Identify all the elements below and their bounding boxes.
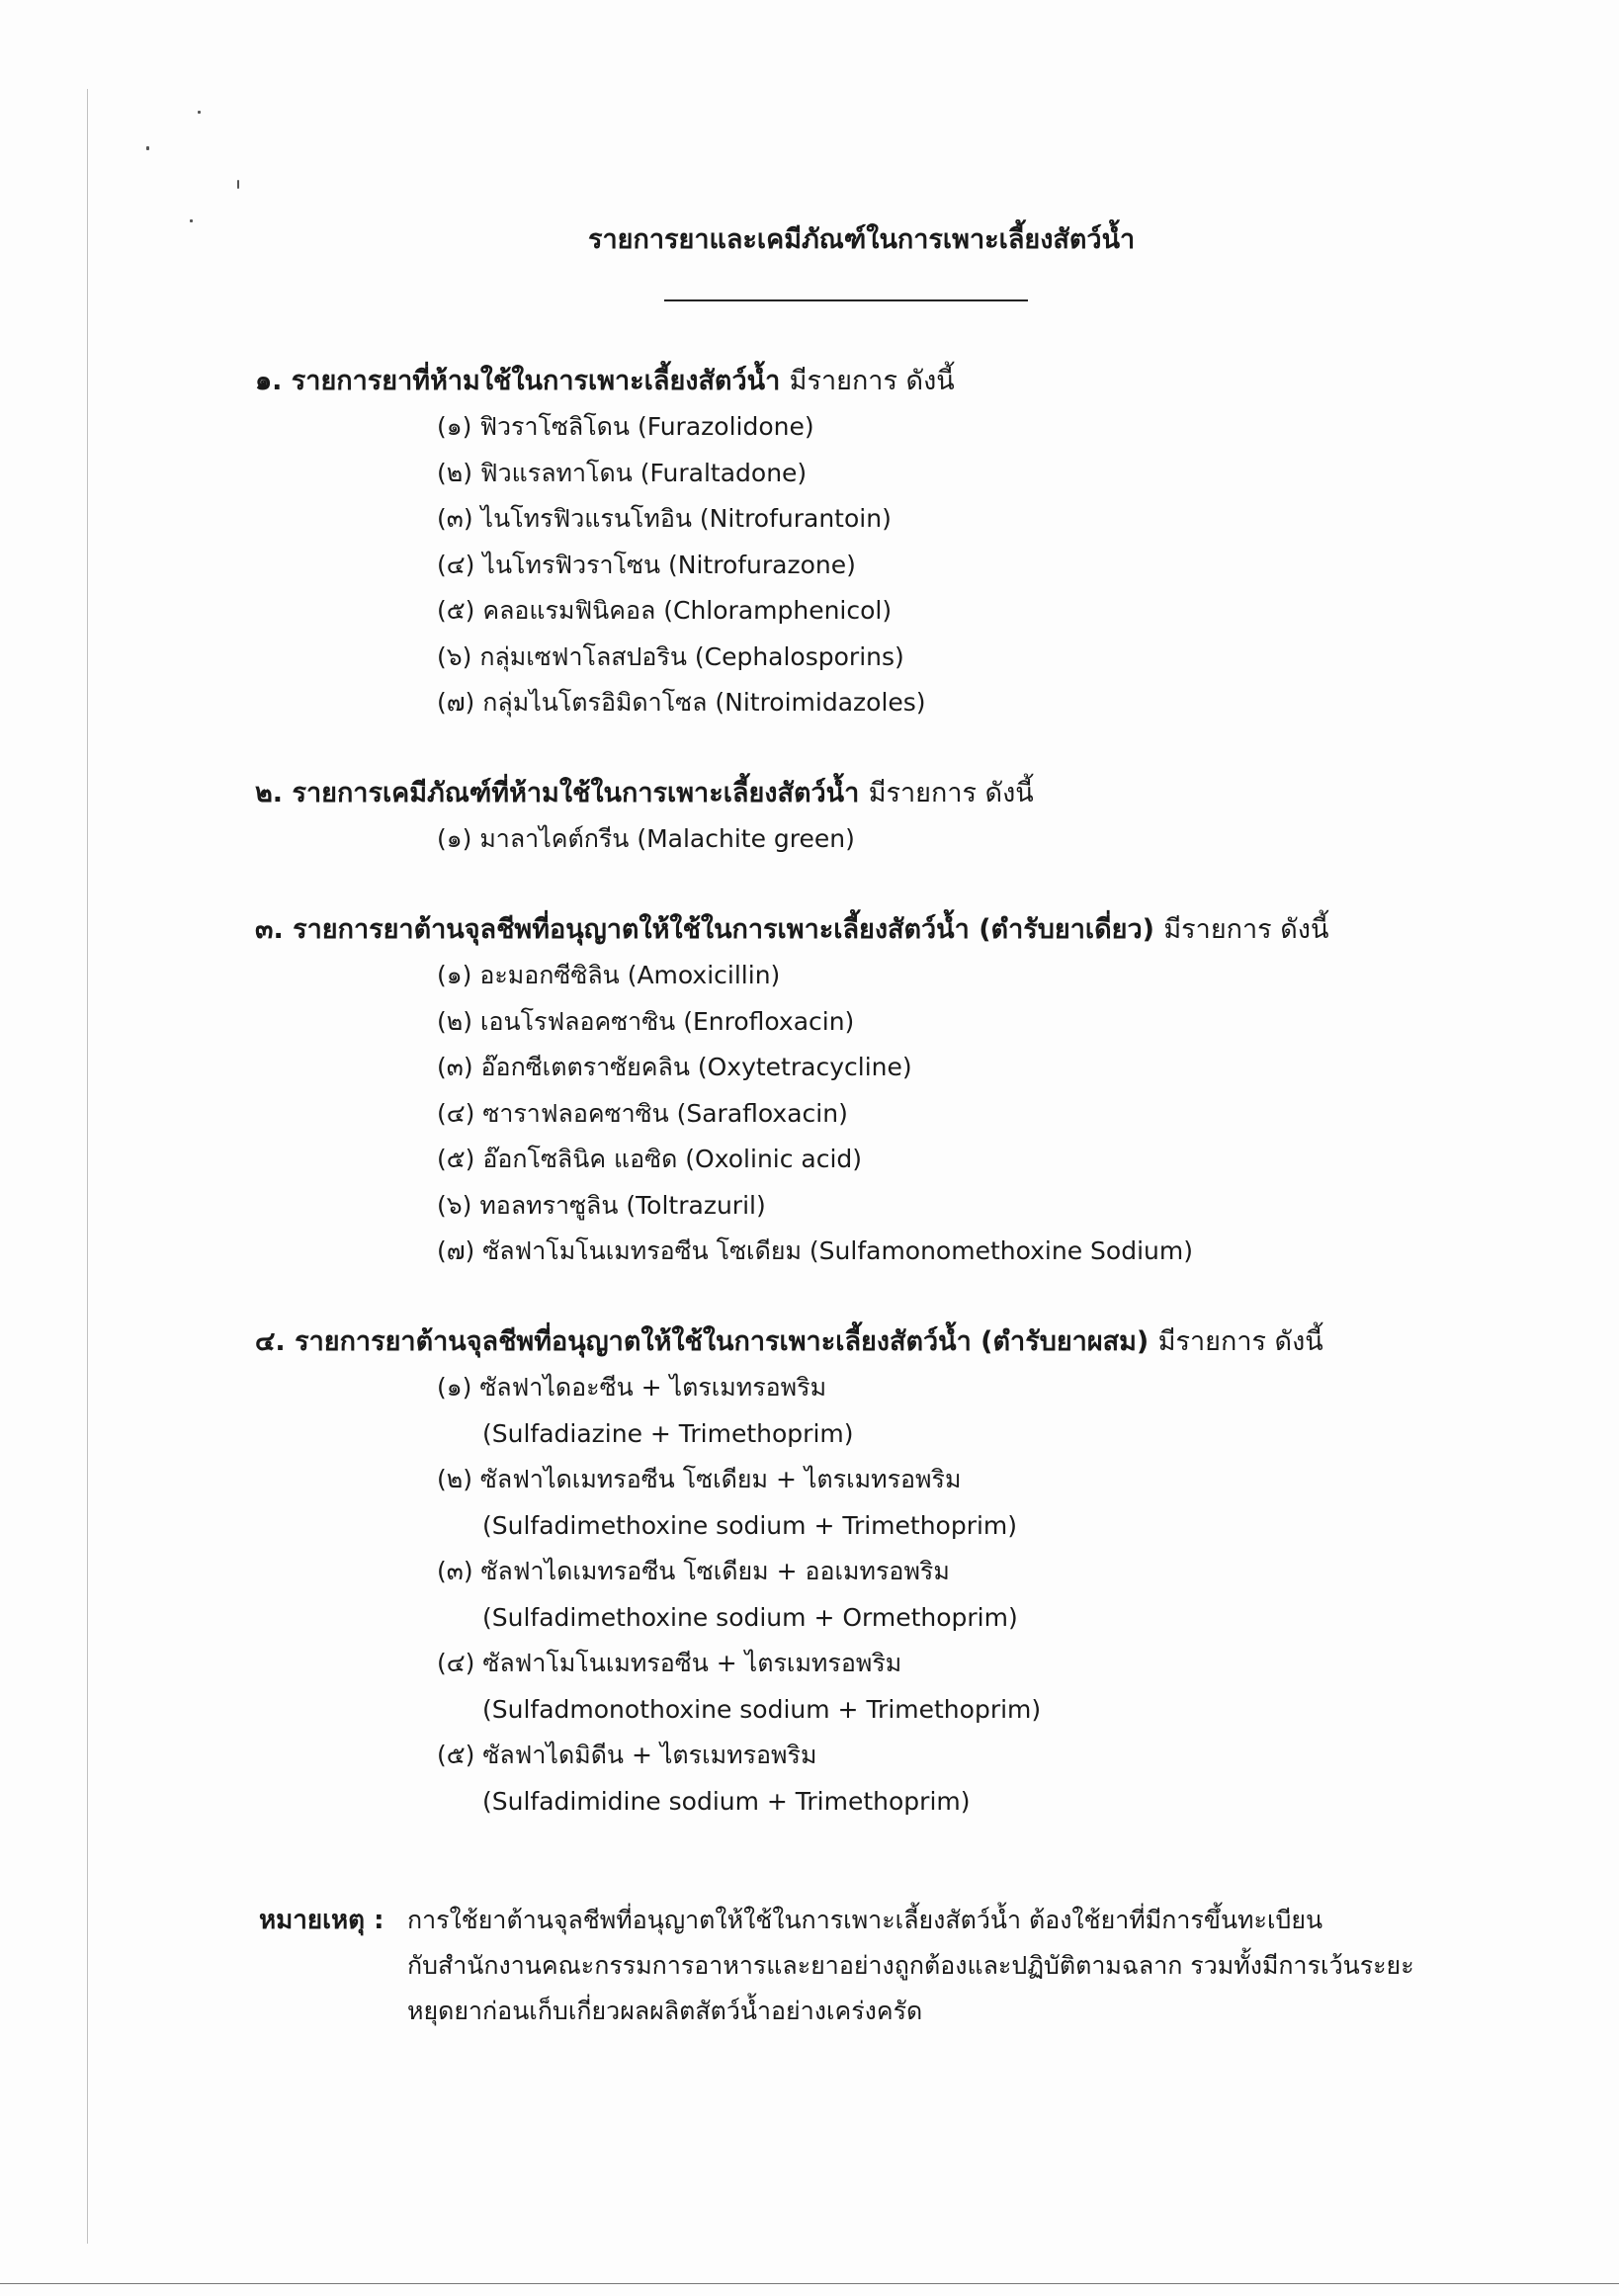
item-list <box>255 816 1481 863</box>
section-2 <box>255 770 1481 863</box>
scan-speck <box>198 111 201 114</box>
scan-speck <box>190 219 193 222</box>
section-heading-tail: มีรายการ ดังนี้ <box>868 778 1034 808</box>
list-item: (๔) ซัลฟาโมโนเมทรอซีน + ไตรเมทรอพริม <box>437 1649 902 1677</box>
section-4 <box>255 1318 1481 1825</box>
list-item: (๒) ซัลฟาไดเมทรอซีน โซเดียม + ไตรเมทรอพริม <box>437 1465 962 1493</box>
remark-line: การใช้ยาต้านจุลชีพที่อนุญาตให้ใช้ในการเพาะเลี้ยงสัตว์น้ำ ต้องใช้ยาที่มีการขึ้นทะเบียน <box>407 1906 1323 1934</box>
list-item-english: (Sulfadimidine sodium + Trimethoprim) <box>482 1786 971 1816</box>
title-underline <box>664 299 1028 301</box>
list-item: (๓) อ๊อกซีเตตราซัยคลิน (Oxytetracycline) <box>437 1053 912 1081</box>
section-heading <box>255 770 1481 816</box>
section-heading-text: ๓. รายการยาต้านจุลชีพที่อนุญาตให้ใช้ในการเพาะเลี้ยงสัตว์น้ำ (ตำรับยาเดี่ยว) <box>255 914 1154 945</box>
list-item-english: (Sulfadiazine + Trimethoprim) <box>482 1418 854 1448</box>
list-item: (๕) ซัลฟาไดมิดีน + ไตรเมทรอพริม <box>437 1741 817 1769</box>
list-item: (๓) ซัลฟาไดเมทรอซีน โซเดียม + ออเมทรอพริม <box>437 1557 950 1585</box>
list-item: (๖) กลุ่มเซฟาโลสปอริน (Cephalosporins) <box>437 641 904 671</box>
section-heading <box>255 906 1481 953</box>
list-item: (๕) คลอแรมฟินิคอล (Chloramphenicol) <box>437 596 893 625</box>
section-heading-tail: มีรายการ ดังนี้ <box>789 366 955 396</box>
list-item: (๑) อะมอกซีซิลิน (Amoxicillin) <box>437 961 781 989</box>
list-item: (๖) ทอลทราซูลิน (Toltrazuril) <box>437 1190 766 1220</box>
section-1 <box>255 358 1481 726</box>
item-list <box>255 1365 1481 1825</box>
item-list <box>255 404 1481 726</box>
scan-speck <box>237 180 239 189</box>
section-heading-text: ๒. รายการเคมีภัณฑ์ที่ห้ามใช้ในการเพาะเลี้ยงสัตว์น้ำ <box>255 778 860 808</box>
list-item: (๔) ไนโทรฟิวราโซน (Nitrofurazone) <box>437 550 856 579</box>
section-heading-text: ๔. รายการยาต้านจุลชีพที่อนุญาตให้ใช้ในการเพาะเลี้ยงสัตว์น้ำ (ตำรับยาผสม) <box>255 1326 1150 1357</box>
list-item: (๑) ซัลฟาไดอะซีน + ไตรเมทรอพริม <box>437 1373 827 1402</box>
scan-edge-left <box>87 89 88 2244</box>
remark-label: หมายเหตุ : <box>259 1906 384 1935</box>
list-item: (๑) ฟิวราโซลิโดน (Furazolidone) <box>437 412 814 441</box>
section-heading <box>255 358 1481 404</box>
section-heading-text: ๑. รายการยาที่ห้ามใช้ในการเพาะเลี้ยงสัตว์น้ำ <box>255 366 781 396</box>
remark-line: กับสำนักงานคณะกรรมการอาหารและยาอย่างถูกต้องและปฏิบัติตามฉลาก รวมทั้งมีการเว้นระยะ <box>407 1951 1414 1980</box>
list-item: (๒) ฟิวแรลทาโดน (Furaltadone) <box>437 458 808 487</box>
section-3 <box>255 906 1481 1275</box>
list-item-english: (Sulfadimethoxine sodium + Trimethoprim) <box>482 1510 1018 1540</box>
list-item: (๗) ซัลฟาโมโนเมทรอซีน โซเดียม (Sulfamonomethoxine Sodium) <box>437 1236 1193 1265</box>
list-item: (๗) กลุ่มไนโตรอิมิดาโซล (Nitroimidazoles) <box>437 688 926 717</box>
list-item: (๒) เอนโรฟลอคซาซิน (Enrofloxacin) <box>437 1006 855 1036</box>
list-item: (๑) มาลาไคต์กรีน (Malachite green) <box>437 824 855 853</box>
scan-edge-bottom <box>0 2283 1619 2284</box>
document-title: รายการยาและเคมีภัณฑ์ในการเพาะเลี้ยงสัตว์น้ำ <box>588 224 1136 255</box>
section-heading-tail: มีรายการ ดังนี้ <box>1163 914 1329 945</box>
list-item: (๔) ซาราฟลอคซาซิน (Sarafloxacin) <box>437 1098 848 1128</box>
remark-line: หยุดยาก่อนเก็บเกี่ยวผลผลิตสัตว์น้ำอย่างเคร่งครัด <box>407 1997 923 2025</box>
list-item: (๓) ไนโทรฟิวแรนโทอิน (Nitrofurantoin) <box>437 504 892 533</box>
section-heading <box>255 1318 1481 1365</box>
scan-speck <box>146 146 149 150</box>
list-item: (๕) อ๊อกโซลินิค แอซิด (Oxolinic acid) <box>437 1145 863 1173</box>
list-item-english: (Sulfadmonothoxine sodium + Trimethoprim) <box>482 1694 1042 1724</box>
list-item-english: (Sulfadimethoxine sodium + Ormethoprim) <box>482 1602 1018 1632</box>
remark-body <box>407 1898 1414 2034</box>
section-heading-tail: มีรายการ ดังนี้ <box>1157 1326 1323 1357</box>
item-list <box>255 953 1481 1275</box>
